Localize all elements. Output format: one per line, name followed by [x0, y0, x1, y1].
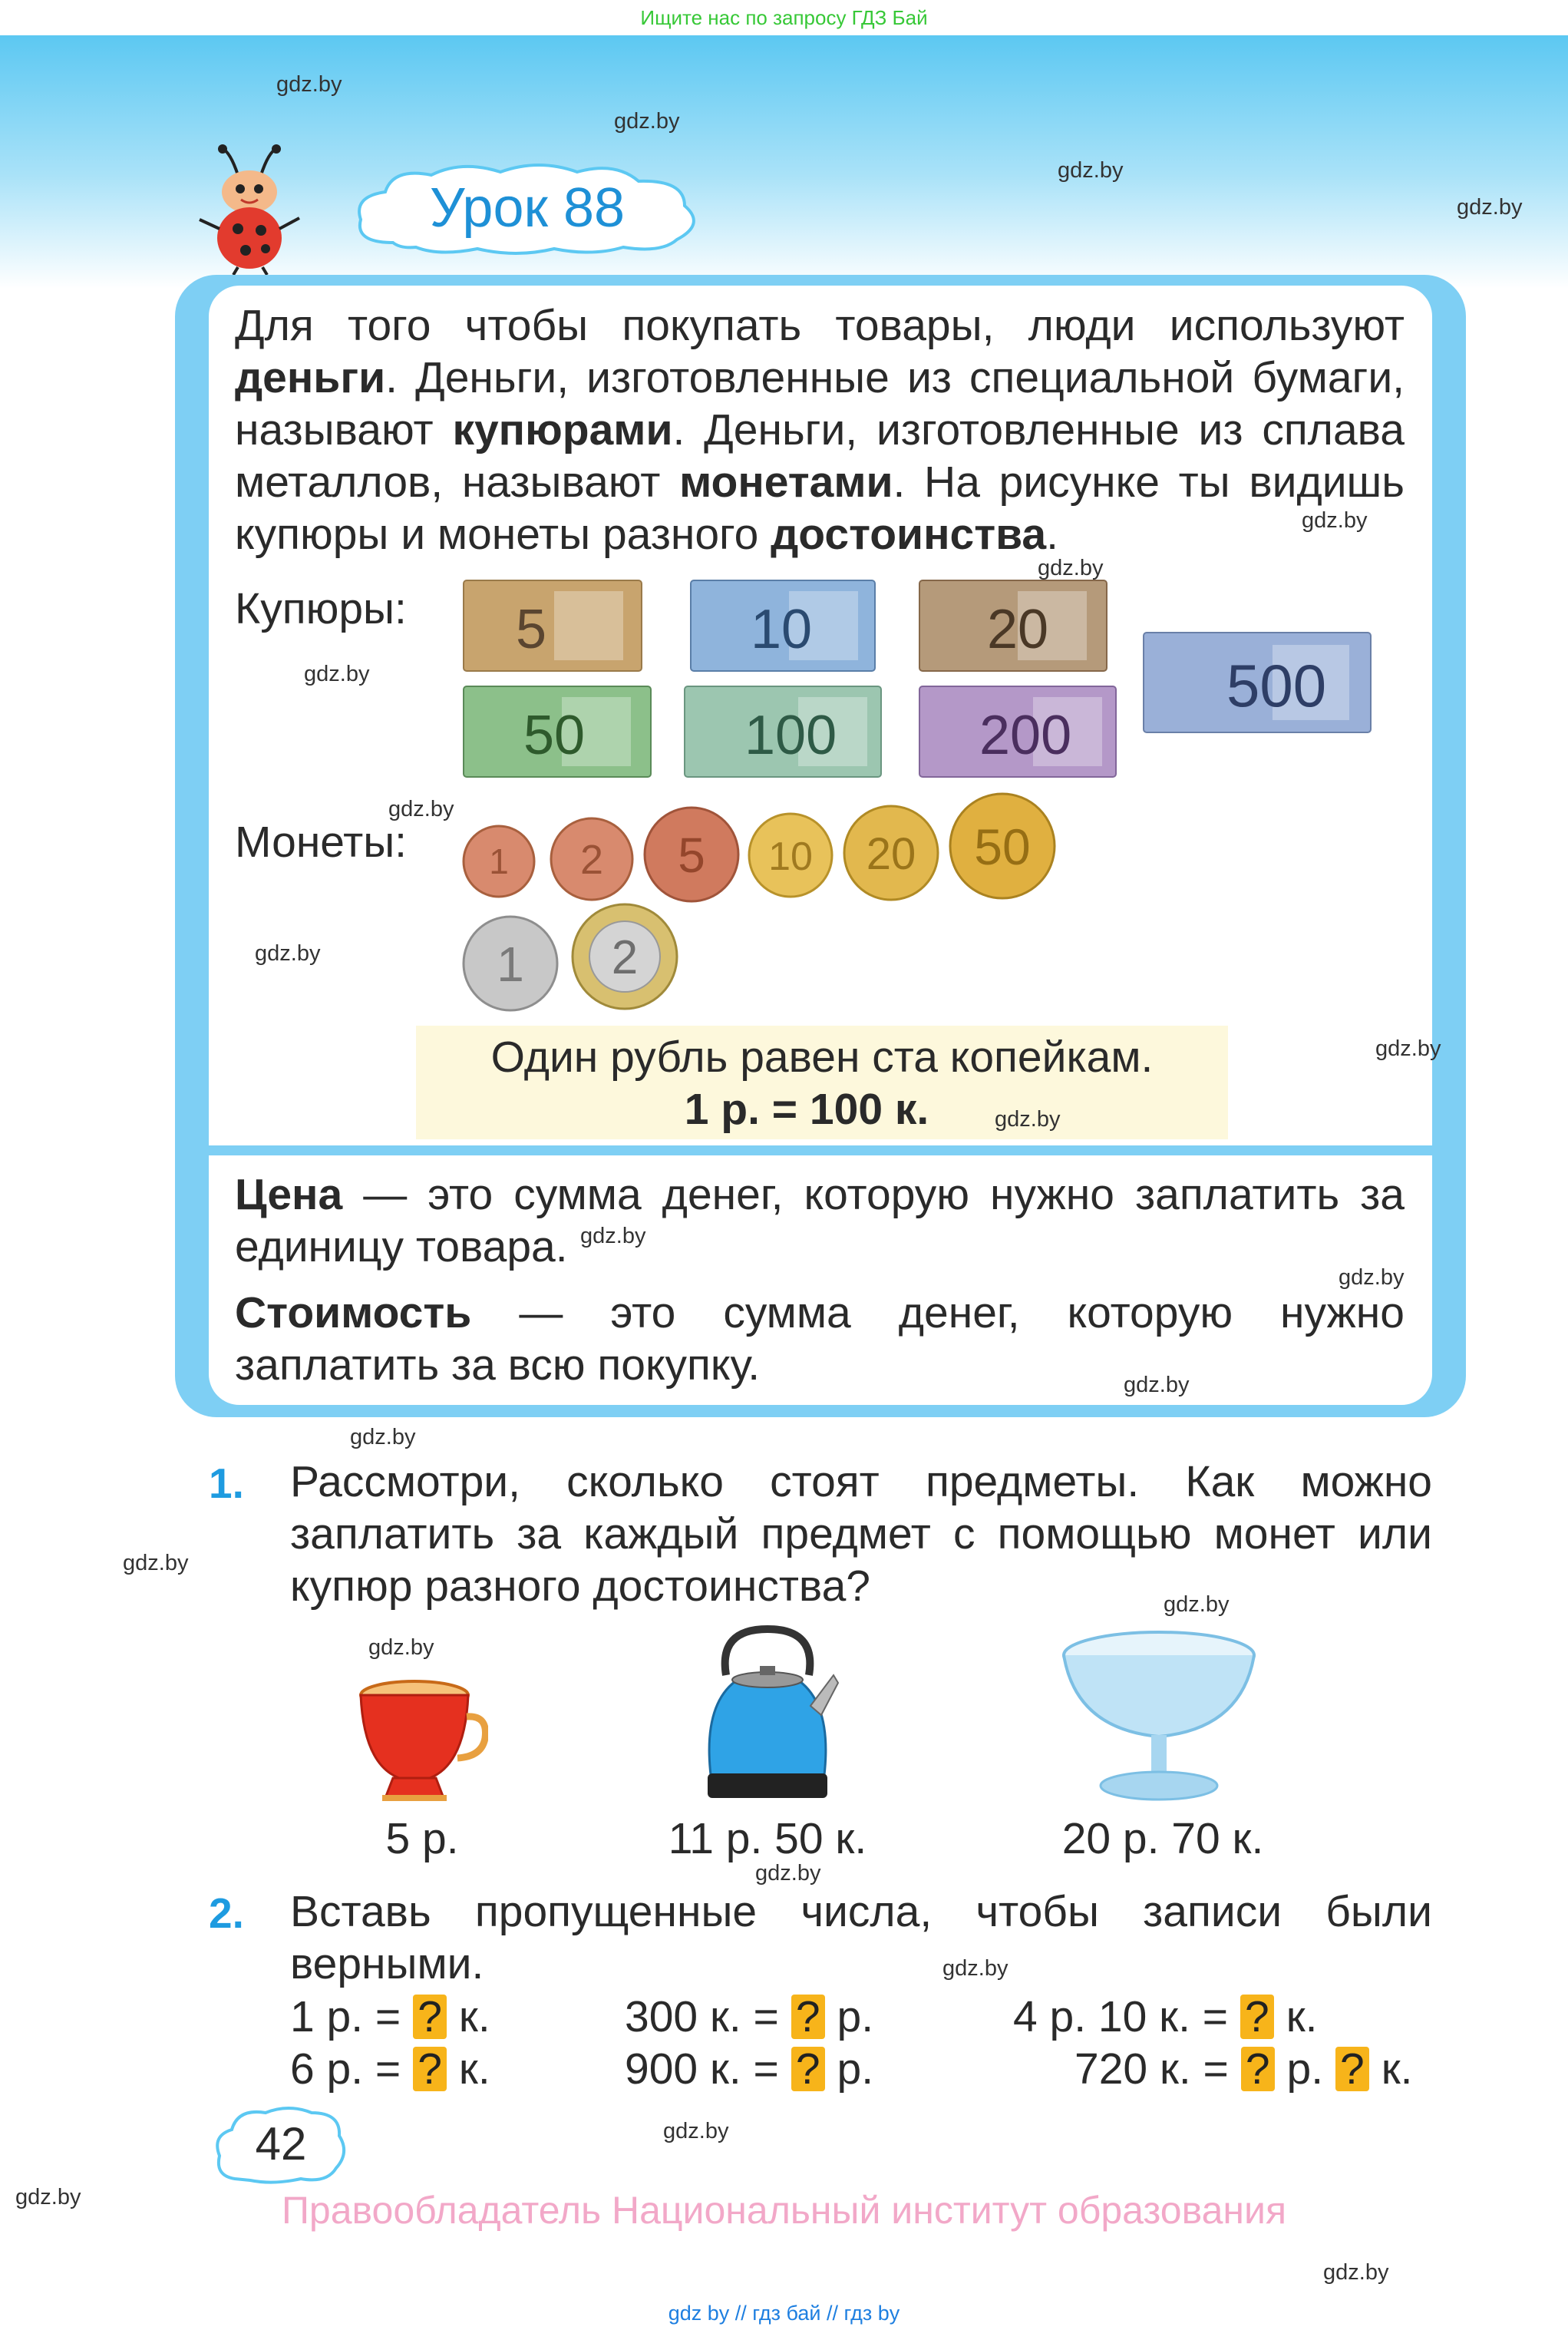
intro-paragraph: Для того чтобы покупать товары, люди используют деньги. Деньги, изготовленные из специальной бумаги, называют купюрами. Деньги, изготовленные из сплава металлов, называют монетами. На рисунке ты видишь купюры и монеты разного достоинства.: [235, 301, 1405, 559]
equation: 900 к. = ? р.: [625, 2044, 874, 2094]
watermark: gdz.by: [663, 2119, 729, 2143]
watermark: gdz.by: [1457, 195, 1523, 220]
task-1-number: 1.: [209, 1459, 244, 1507]
ruble-kopeck-note: [416, 1026, 1228, 1139]
coins-label: Монеты:: [235, 818, 408, 867]
top-banner: Ищите нас по запросу ГДЗ Бай: [0, 0, 1568, 35]
watermark: gdz.by: [276, 72, 342, 97]
watermark: gdz.by: [1339, 1265, 1405, 1290]
banknote: [462, 685, 652, 778]
price-definition: Цена — это сумма денег, которую нужно заплатить за единицу товара.: [235, 1170, 1405, 1271]
watermark: gdz.by: [123, 1551, 189, 1575]
watermark: gdz.by: [15, 2185, 81, 2209]
svg-text:10: 10: [768, 835, 813, 879]
answer-box[interactable]: ?: [1240, 1995, 1274, 2039]
watermark: gdz.by: [368, 1635, 434, 1660]
banknote: [683, 685, 883, 778]
task-1-text: Рассмотри, сколько стоят предметы. Как можно заплатить за каждый предмет с помощью монет или купюр разного достоинства?: [290, 1457, 1432, 1611]
watermark: gdz.by: [614, 109, 680, 134]
answer-box[interactable]: ?: [791, 1995, 825, 2039]
watermark: gdz.by: [350, 1425, 416, 1449]
coin: [462, 915, 559, 1012]
banknote: [462, 579, 643, 673]
answer-box[interactable]: ?: [413, 1995, 447, 2039]
watermark: gdz.by: [1302, 508, 1368, 533]
banknotes-label: Купюры:: [235, 584, 407, 633]
equation: 720 к. = ? р. ? к.: [1074, 2044, 1413, 2094]
svg-text:1: 1: [489, 841, 509, 881]
footer-links[interactable]: gdz by // гдз бай // гдз by: [668, 2302, 900, 2325]
equation: 4 р. 10 к. = ? к.: [1013, 1992, 1318, 2041]
watermark: gdz.by: [304, 662, 370, 686]
note-line-1: Один рубль равен ста копейкам.: [490, 1033, 1154, 1082]
coin: [643, 806, 740, 903]
bowl-price: 20 р. 70 к.: [1061, 1814, 1264, 1863]
banknote: [918, 579, 1108, 673]
equation: 6 р. = ? к.: [290, 2044, 490, 2094]
svg-text:20: 20: [866, 829, 916, 879]
coin: [748, 812, 834, 898]
watermark: gdz.by: [1164, 1592, 1230, 1617]
cup-icon: [356, 1672, 488, 1807]
watermark: gdz.by: [1058, 158, 1124, 183]
svg-text:5: 5: [516, 599, 547, 660]
watermark: gdz.by: [255, 941, 321, 966]
answer-box[interactable]: ?: [791, 2047, 825, 2091]
banknote: [918, 685, 1117, 778]
cost-definition: Стоимость — это сумма денег, которую нужно заплатить за всю покупку.: [235, 1288, 1405, 1390]
coin: [550, 817, 634, 901]
lesson-title: Урок 88: [429, 177, 626, 239]
kettle-icon: [695, 1621, 840, 1804]
coin: [949, 792, 1056, 900]
watermark: gdz.by: [580, 1224, 646, 1248]
page-number: 42: [255, 2118, 307, 2170]
bowl-icon: [1061, 1629, 1257, 1804]
banknote: [1142, 631, 1372, 734]
ladybug-icon: [192, 144, 307, 276]
watermark: gdz.by: [755, 1861, 821, 1886]
watermark: gdz.by: [1124, 1373, 1190, 1397]
svg-text:1: 1: [497, 937, 524, 992]
watermark: gdz.by: [942, 1956, 1008, 1981]
task-2-number: 2.: [209, 1889, 244, 1937]
answer-box[interactable]: ?: [1335, 2047, 1369, 2091]
banknote: [689, 579, 876, 673]
kettle-price: 11 р. 50 к.: [668, 1814, 867, 1863]
svg-text:50: 50: [523, 705, 586, 766]
watermark: gdz.by: [388, 797, 454, 821]
coin: [571, 903, 678, 1010]
equation: 1 р. = ? к.: [290, 1992, 490, 2041]
svg-text:200: 200: [979, 705, 1072, 766]
answer-box[interactable]: ?: [1241, 2047, 1275, 2091]
answer-box[interactable]: ?: [413, 2047, 447, 2091]
svg-text:20: 20: [987, 599, 1049, 660]
coin: [462, 825, 536, 898]
cup-price: 5 р.: [385, 1814, 459, 1863]
svg-text:2: 2: [579, 837, 604, 883]
coin: [843, 805, 939, 901]
copyright: Правообладатель Национальный институт образования: [281, 2189, 1287, 2232]
watermark: gdz.by: [1323, 2260, 1389, 2285]
svg-text:5: 5: [678, 828, 705, 883]
note-line-2: 1 р. = 100 к.: [684, 1085, 929, 1134]
svg-text:10: 10: [751, 599, 813, 660]
task-2-text: Вставь пропущенные числа, чтобы записи были верными.: [290, 1887, 1432, 1988]
svg-text:100: 100: [744, 705, 837, 766]
svg-text:2: 2: [611, 931, 639, 984]
equation: 300 к. = ? р.: [625, 1992, 874, 2041]
watermark: gdz.by: [995, 1107, 1061, 1132]
svg-text:500: 500: [1226, 652, 1327, 719]
watermark: gdz.by: [1375, 1036, 1441, 1061]
svg-text:50: 50: [974, 818, 1031, 875]
watermark: gdz.by: [1038, 556, 1104, 580]
